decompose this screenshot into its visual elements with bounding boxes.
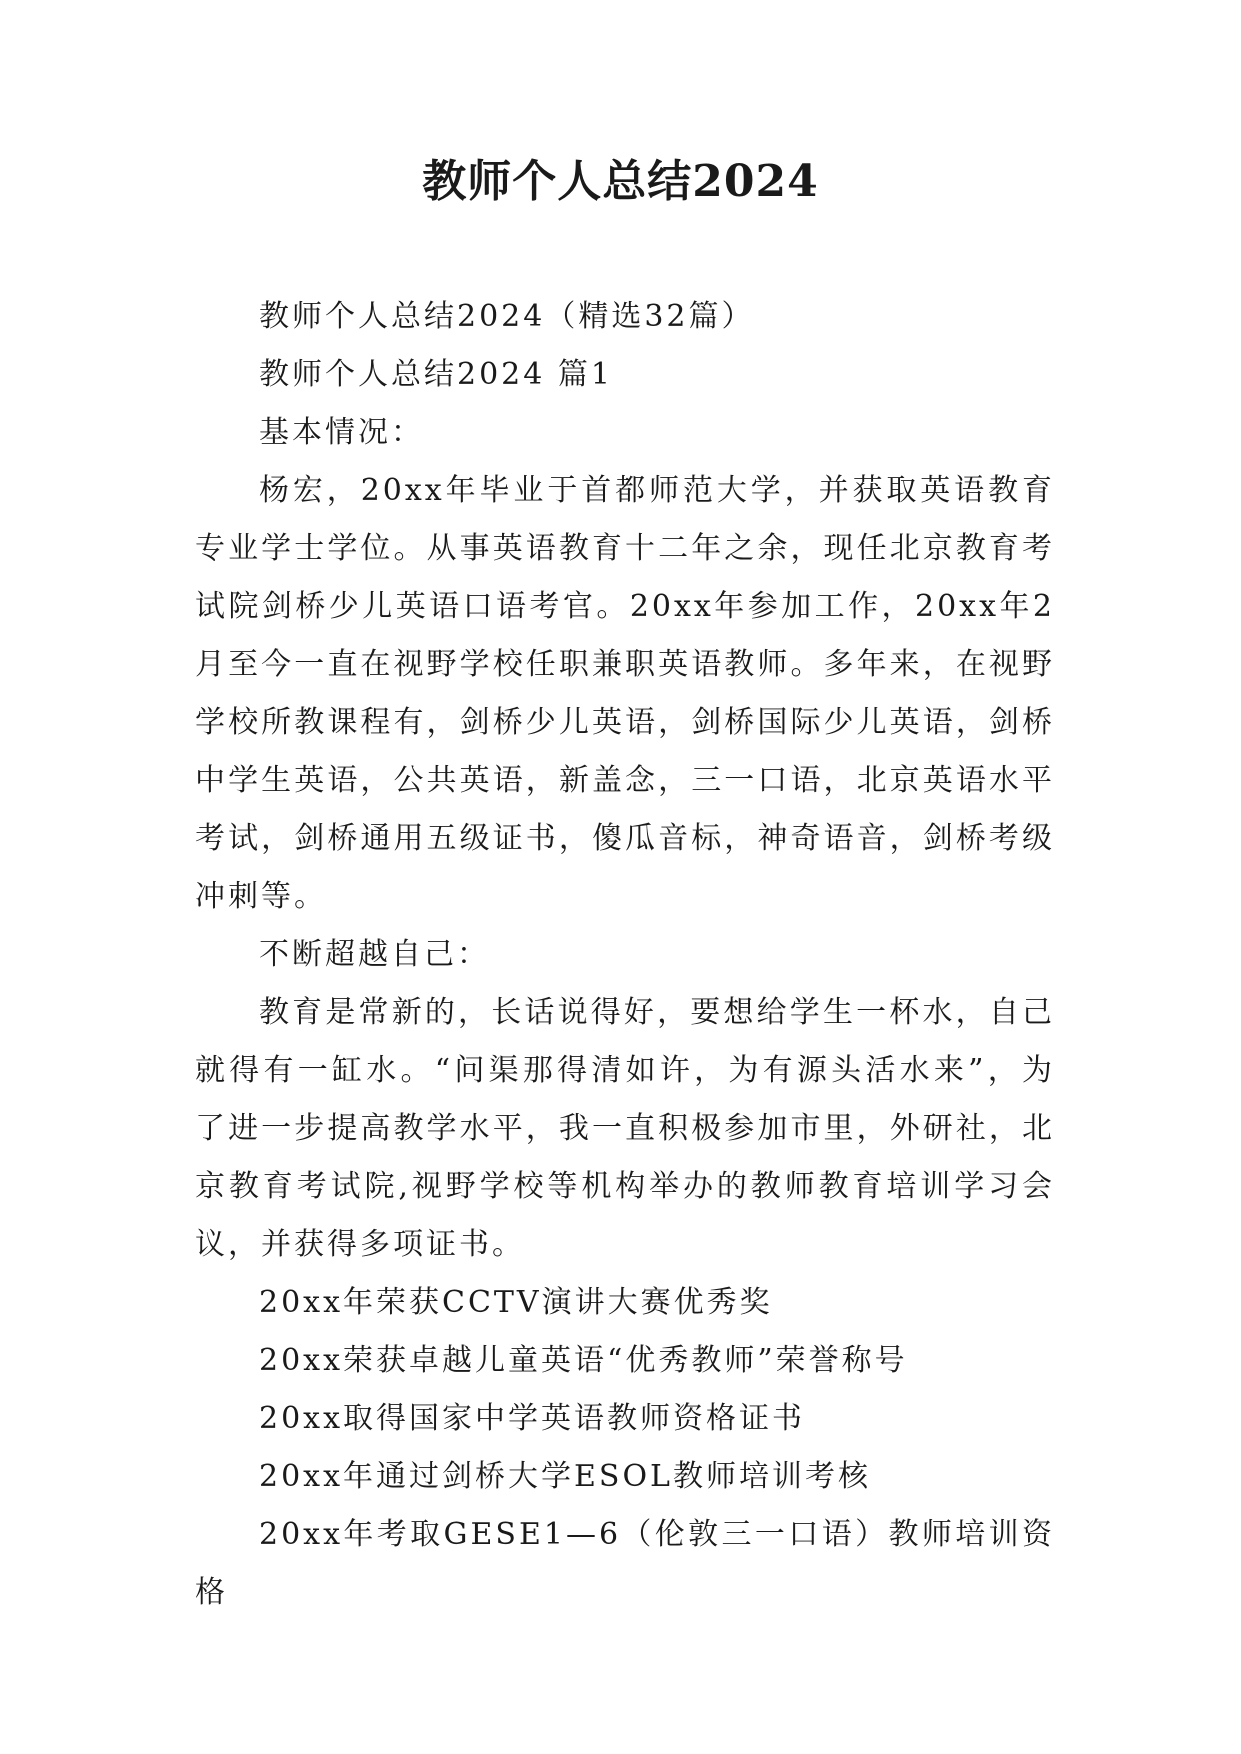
document-body (195, 288, 1055, 1622)
document-title: 教师个人总结2024 (422, 156, 819, 207)
paragraph-award-item: 20xx取得国家中学英语教师资格证书 (259, 1401, 806, 1436)
paragraph-self-improvement: 教育是常新的，长话说得好，要想给学生一杯水，自己就得有一缸水。“问渠那得清如许，为有源头活水来”，为了进一步提高教学水平，我一直积极参加市里，外研社，北京教育考试院,视野学校等机构举办的教师教育培训学习会议，并获得多项证书。 (195, 995, 1055, 1262)
paragraph-subtitle: 教师个人总结2024（精选32篇） (259, 299, 755, 334)
paragraph-award-item: 20xx年考取GESE1—6（伦敦三一口语）教师培训资格 (195, 1517, 1055, 1610)
paragraph-award-item: 20xx年荣获CCTV演讲大赛优秀奖 (259, 1285, 773, 1320)
paragraph-basic-info: 杨宏，20xx年毕业于首都师范大学，并获取英语教育专业学士学位。从事英语教育十二年之余，现任北京教育考试院剑桥少儿英语口语考官。20xx年参加工作，20xx年2月至今一直在视野学校任职兼职英语教师。多年来，在视野学校所教课程有，剑桥少儿英语，剑桥国际少儿英语，剑桥中学生英语，公共英语，新盖念，三一口语，北京英语水平考试，剑桥通用五级证书，傻瓜音标，神奇语音，剑桥考级冲刺等。 (195, 473, 1055, 914)
paragraph-self-improvement-heading: 不断超越自己： (259, 937, 490, 972)
paragraph-basic-info-heading: 基本情况： (259, 415, 424, 450)
paragraph-award-item: 20xx年通过剑桥大学ESOL教师培训考核 (259, 1459, 871, 1494)
paragraph-award-item: 20xx荣获卓越儿童英语“优秀教师”荣誉称号 (259, 1343, 908, 1378)
paragraph-section-heading: 教师个人总结2024 篇1 (259, 357, 613, 392)
